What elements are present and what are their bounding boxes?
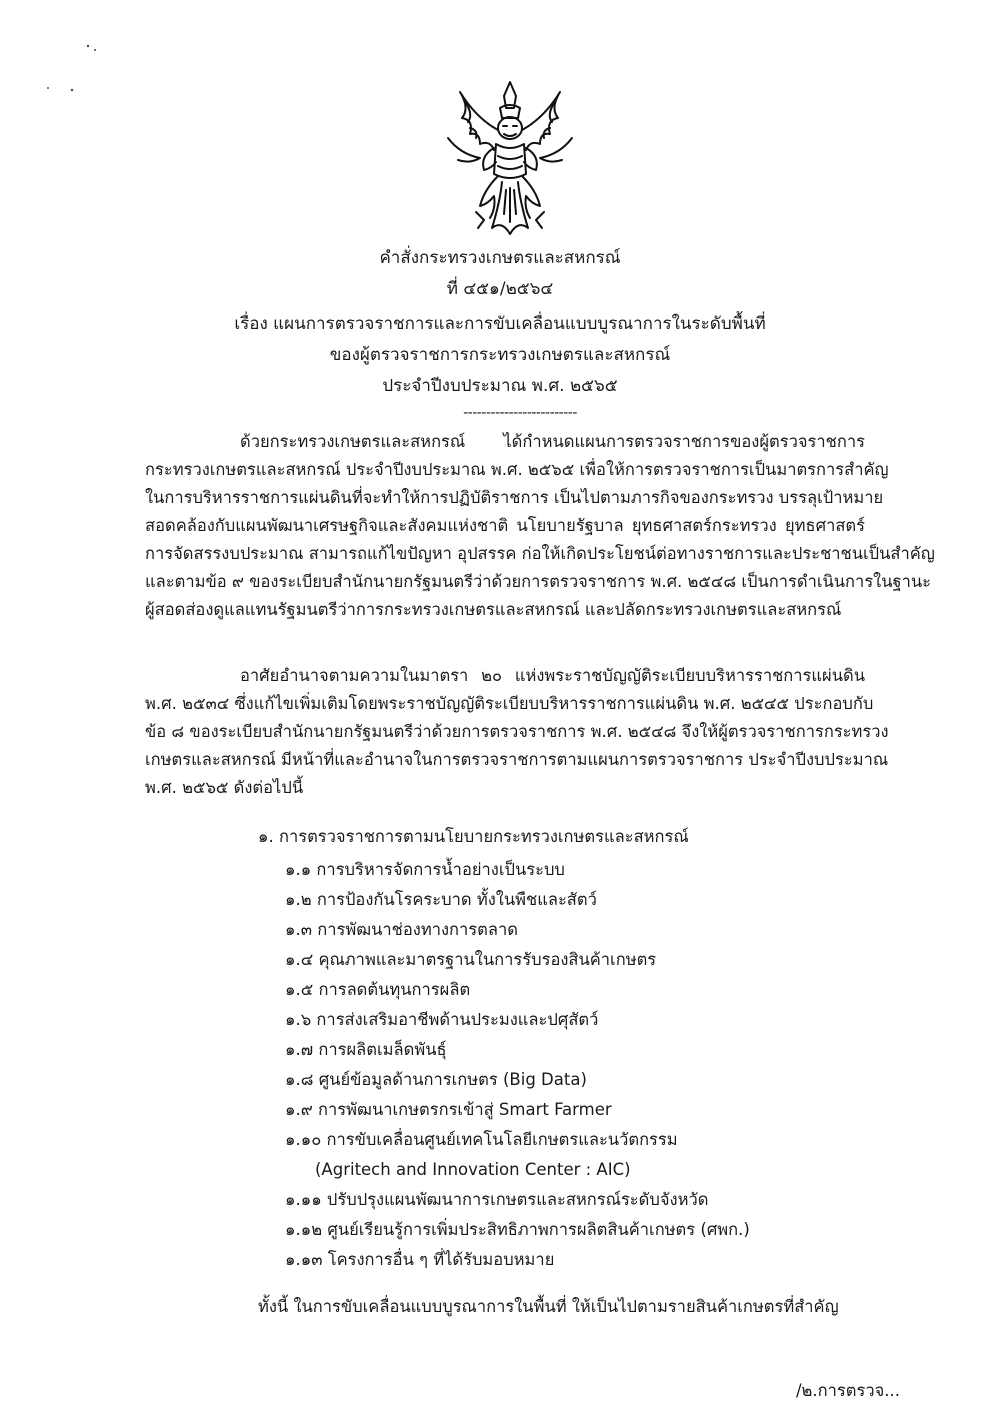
paragraph-line: พ.ศ. ๒๕๖๕ ดังต่อไปนี้ [145, 778, 304, 797]
order-title: คำสั่งกระทรวงเกษตรและสหกรณ์ [379, 248, 621, 268]
list-item: ๑.๑๑ ปรับปรุงแผนพัฒนาการเกษตรและสหกรณ์ระดับจังหวัด [285, 1190, 709, 1209]
subject-line-1: เรื่อง แผนการตรวจราชการและการขับเคลื่อนแบบบูรณาการในระดับพื้นที่ [234, 314, 766, 334]
list-item: ๑.๕ การลดต้นทุนการผลิต [285, 980, 471, 999]
paragraph-1 [145, 428, 935, 624]
paragraph-line: อาศัยอำนาจตามความในมาตรา ๒๐ แห่งพระราชบัญญัติระเบียบบริหารราชการแผ่นดิน [240, 666, 865, 685]
header-divider: ------------------------- [463, 405, 577, 421]
section-1-heading: ๑. การตรวจราชการตามนโยบายกระทรวงเกษตรและสหกรณ์ [258, 827, 689, 846]
list-item: ๑.๙ การพัฒนาเกษตรกรเข้าสู่ Smart Farmer [285, 1100, 612, 1119]
paragraph-line: สอดคล้องกับแผนพัฒนาเศรษฐกิจและสังคมแห่งชาติ นโยบายรัฐบาล ยุทธศาสตร์กระทรวง ยุทธศาสตร์ [145, 516, 865, 535]
paragraph-line: ในการบริหารราชการแผ่นดินที่จะทำให้การปฏิบัติราชการ เป็นไปตามภารกิจของกระทรวง บรรลุเป้าหมาย [145, 488, 884, 507]
paragraph-line: กระทรวงเกษตรและสหกรณ์ ประจำปีงบประมาณ พ.ศ. ๒๕๖๕ เพื่อให้การตรวจราชการเป็นมาตรการสำคัญ [145, 460, 889, 479]
order-number: ที่ ๔๕๑/๒๕๖๔ [446, 279, 554, 299]
paragraph-line: เกษตรและสหกรณ์ มีหน้าที่และอำนาจในการตรวจราชการตามแผนการตรวจราชการ ประจำปีงบประมาณ [145, 750, 889, 769]
list-item: ๑.๓ การพัฒนาช่องทางการตลาด [285, 920, 518, 939]
subject-line-3: ประจำปีงบประมาณ พ.ศ. ๒๕๖๕ [382, 376, 618, 396]
closing-line: ทั้งนี้ ในการขับเคลื่อนแบบบูรณาการในพื้นที่ ให้เป็นไปตามรายสินค้าเกษตรที่สำคัญ [258, 1297, 839, 1316]
list-item: ๑.๘ ศูนย์ข้อมูลด้านการเกษตร (Big Data) [285, 1070, 587, 1089]
list-item: ๑.๖ การส่งเสริมอาชีพด้านประมงและปศุสัตว์ [285, 1010, 599, 1029]
paragraph-line: และตามข้อ ๙ ของระเบียบสำนักนายกรัฐมนตรีว่าด้วยการตรวจราชการ พ.ศ. ๒๕๔๘ เป็นการดำเนินการในฐานะ [145, 572, 932, 591]
list-item: ๑.๔ คุณภาพและมาตรฐานในการรับรองสินค้าเกษตร [285, 950, 657, 969]
paragraph-2 [145, 662, 889, 802]
page-continuation: /๒.การตรวจ... [795, 1381, 900, 1400]
list-item: ๑.๑๐ การขับเคลื่อนศูนย์เทคโนโลยีเกษตรและนวัตกรรม [285, 1130, 678, 1149]
paragraph-line: ผู้สอดส่องดูแลแทนรัฐมนตรีว่าการกระทรวงเกษตรและสหกรณ์ และปลัดกระทรวงเกษตรและสหกรณ์ [145, 600, 842, 619]
list-item: ๑.๑๒ ศูนย์เรียนรู้การเพิ่มประสิทธิภาพการผลิตสินค้าเกษตร (ศพก.) [285, 1220, 750, 1239]
paragraph-line: ข้อ ๘ ของระเบียบสำนักนายกรัฐมนตรีว่าด้วยการตรวจราชการ พ.ศ. ๒๕๔๘ จึงให้ผู้ตรวจราชการกระทรวง [145, 722, 889, 741]
list-item: ๑.๑ การบริหารจัดการน้ำอย่างเป็นระบบ [285, 860, 565, 879]
list-item: ๑.๒ การป้องกันโรคระบาด ทั้งในพืชและสัตว์ [285, 890, 597, 909]
list-item: ๑.๑๓ โครงการอื่น ๆ ที่ได้รับมอบหมาย [285, 1250, 555, 1269]
paragraph-line: พ.ศ. ๒๕๓๔ ซึ่งแก้ไขเพิ่มเติมโดยพระราชบัญญัติระเบียบบริหารราชการแผ่นดิน พ.ศ. ๒๕๔๕ ประกอบกับ [145, 694, 874, 713]
paragraph-line: ด้วยกระทรวงเกษตรและสหกรณ์ ได้กำหนดแผนการตรวจราชการของผู้ตรวจราชการ [240, 432, 865, 451]
list-item-continuation: (Agritech and Innovation Center : AIC) [315, 1160, 631, 1179]
section-1-list [285, 855, 750, 1275]
garuda-emblem-icon [440, 78, 580, 238]
subject-line-2: ของผู้ตรวจราชการกระทรวงเกษตรและสหกรณ์ [329, 345, 671, 365]
list-item: ๑.๗ การผลิตเมล็ดพันธุ์ [285, 1040, 447, 1059]
scan-specks [40, 38, 100, 98]
paragraph-line: การจัดสรรงบประมาณ สามารถแก้ไขปัญหา อุปสรรค ก่อให้เกิดประโยชน์ต่อทางราชการและประชาชนเป็นสำคัญ [145, 544, 935, 563]
